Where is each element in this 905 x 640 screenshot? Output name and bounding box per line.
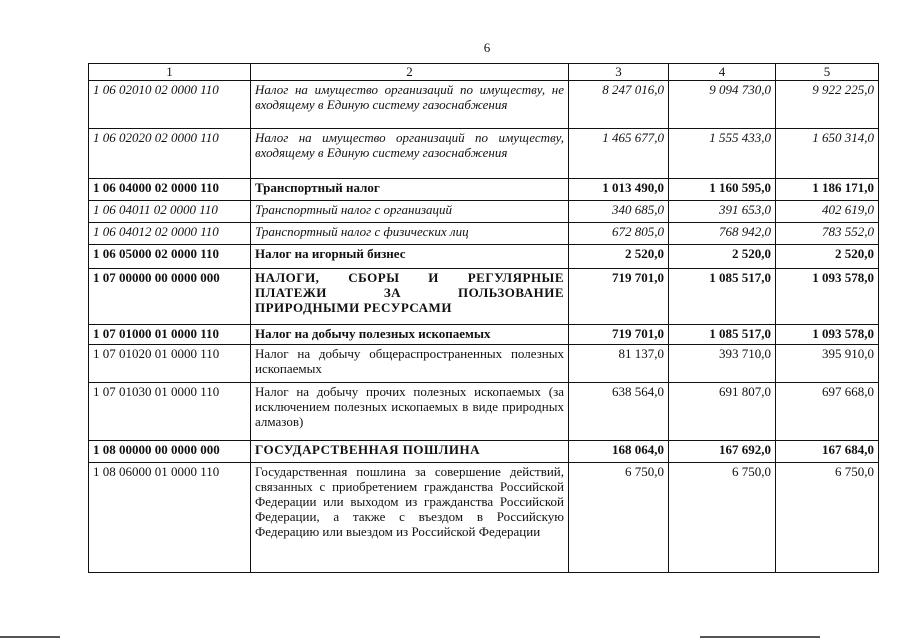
header-col-5: 5 [776,64,879,81]
value-col-3-cell: 672 805,0 [569,223,669,245]
value-col-3-cell: 1 013 490,0 [569,179,669,201]
value-col-3-cell: 8 247 016,0 [569,81,669,129]
value-col-4-cell: 9 094 730,0 [669,81,776,129]
value-col-3-cell: 168 064,0 [569,441,669,463]
page-number: 6 [483,40,491,55]
value-col-4-cell: 768 942,0 [669,223,776,245]
table-row [89,269,879,325]
budget-code-cell: 1 07 01030 01 0000 110 [89,383,251,441]
budget-code-cell: 1 08 00000 00 0000 000 [89,441,251,463]
budget-code-cell: 1 06 04012 02 0000 110 [89,223,251,245]
value-col-5-cell: 783 552,0 [776,223,879,245]
table-row [89,441,879,463]
table-row [89,129,879,179]
scan-artifact [0,636,60,638]
value-col-5-cell: 1 093 578,0 [776,325,879,345]
revenue-name-cell: Транспортный налог с организаций [251,201,569,223]
budget-code-cell: 1 06 05000 02 0000 110 [89,245,251,269]
table-row [89,201,879,223]
revenue-name-cell: Налог на добычу общераспространенных полезных ископаемых [251,345,569,383]
value-col-4-cell: 691 807,0 [669,383,776,441]
header-row [89,64,879,81]
header-col-2: 2 [251,64,569,81]
table-row [89,345,879,383]
value-col-5-cell: 6 750,0 [776,463,879,573]
value-col-4-cell: 1 160 595,0 [669,179,776,201]
value-col-4-cell: 2 520,0 [669,245,776,269]
revenue-name-cell: Транспортный налог с физических лиц [251,223,569,245]
table-body [89,81,879,573]
value-col-3-cell: 2 520,0 [569,245,669,269]
value-col-4-cell: 167 692,0 [669,441,776,463]
revenue-name-cell: Налог на имущество организаций по имуществу, не входящему в Единую систему газоснабжения [251,81,569,129]
value-col-3-cell: 719 701,0 [569,269,669,325]
revenue-name-cell: Транспортный налог [251,179,569,201]
value-col-5-cell: 1 186 171,0 [776,179,879,201]
value-col-5-cell: 1 650 314,0 [776,129,879,179]
value-col-3-cell: 81 137,0 [569,345,669,383]
value-col-5-cell: 9 922 225,0 [776,81,879,129]
budget-code-cell: 1 06 02010 02 0000 110 [89,81,251,129]
value-col-3-cell: 638 564,0 [569,383,669,441]
value-col-4-cell: 6 750,0 [669,463,776,573]
revenue-name-cell: Налог на игорный бизнес [251,245,569,269]
value-col-3-cell: 719 701,0 [569,325,669,345]
revenue-name-cell: Налог на добычу полезных ископаемых [251,325,569,345]
value-col-5-cell: 697 668,0 [776,383,879,441]
table-row [89,463,879,573]
table-row [89,245,879,269]
value-col-3-cell: 340 685,0 [569,201,669,223]
budget-code-cell: 1 06 04000 02 0000 110 [89,179,251,201]
value-col-5-cell: 402 619,0 [776,201,879,223]
revenue-name-cell: НАЛОГИ, СБОРЫ И РЕГУЛЯРНЫЕ ПЛАТЕЖИ ЗА ПОЛЬЗОВАНИЕ ПРИРОДНЫМИ РЕСУРСАМИ [251,269,569,325]
table-row [89,179,879,201]
budget-code-cell: 1 07 00000 00 0000 000 [89,269,251,325]
value-col-4-cell: 391 653,0 [669,201,776,223]
revenue-name-cell: Государственная пошлина за совершение действий, связанных с приобретением гражданства Российской Федерации или выходом из гражданства Российской Федерации, а также с въездом в Российскую Федерацию или выездом из Российской Федерации [251,463,569,573]
header-col-4: 4 [669,64,776,81]
value-col-4-cell: 1 555 433,0 [669,129,776,179]
revenue-name-cell: Налог на добычу прочих полезных ископаемых (за исключением полезных ископаемых в виде природных алмазов) [251,383,569,441]
budget-table [88,63,879,573]
table-row [89,223,879,245]
table-row [89,81,879,129]
budget-code-cell: 1 06 02020 02 0000 110 [89,129,251,179]
revenue-name-cell: Налог на имущество организаций по имуществу, входящему в Единую систему газоснабжения [251,129,569,179]
value-col-5-cell: 167 684,0 [776,441,879,463]
value-col-4-cell: 393 710,0 [669,345,776,383]
value-col-5-cell: 395 910,0 [776,345,879,383]
budget-code-cell: 1 06 04011 02 0000 110 [89,201,251,223]
value-col-4-cell: 1 085 517,0 [669,269,776,325]
value-col-3-cell: 6 750,0 [569,463,669,573]
value-col-4-cell: 1 085 517,0 [669,325,776,345]
table-row [89,383,879,441]
header-col-1: 1 [89,64,251,81]
budget-code-cell: 1 08 06000 01 0000 110 [89,463,251,573]
revenue-name-cell: ГОСУДАРСТВЕННАЯ ПОШЛИНА [251,441,569,463]
budget-code-cell: 1 07 01000 01 0000 110 [89,325,251,345]
value-col-5-cell: 1 093 578,0 [776,269,879,325]
budget-code-cell: 1 07 01020 01 0000 110 [89,345,251,383]
header-col-3: 3 [569,64,669,81]
scan-artifact [700,636,820,638]
value-col-5-cell: 2 520,0 [776,245,879,269]
value-col-3-cell: 1 465 677,0 [569,129,669,179]
table-row [89,325,879,345]
